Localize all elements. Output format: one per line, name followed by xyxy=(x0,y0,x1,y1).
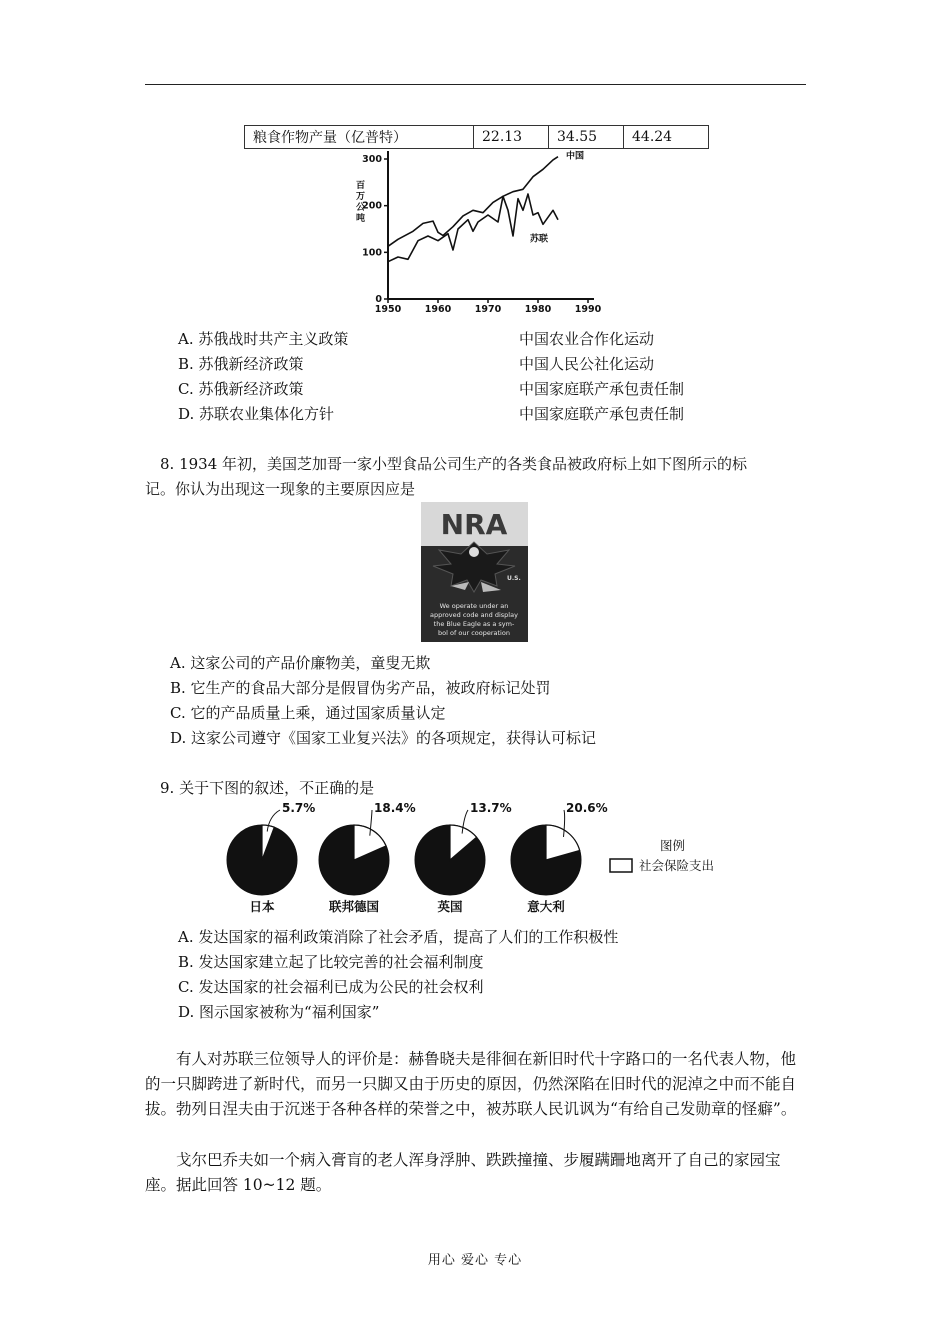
legend-label: 社会保险支出 xyxy=(639,858,715,873)
table-label-cell: 粮食作物产量（亿普特） xyxy=(245,126,474,149)
y-tick-label: 300 xyxy=(362,154,382,165)
series-line-china xyxy=(388,157,558,247)
pie-value-label: 13.7% xyxy=(470,801,512,815)
q9-option-d: D. 图示国家被称为“福利国家” xyxy=(178,1003,380,1021)
q8-option-c: C. 它的产品质量上乘，通过国家质量认定 xyxy=(170,704,446,722)
pie-value-label: 18.4% xyxy=(374,801,416,815)
series-label: 苏联 xyxy=(530,234,549,245)
pie-legend xyxy=(610,838,714,873)
nra-blue-eagle-poster xyxy=(421,502,528,642)
q7-option-c-right: 中国家庭联产承包责任制 xyxy=(519,380,685,398)
q8-option-b: B. 它生产的食品大部分是假冒伪劣产品，被政府标记处罚 xyxy=(170,679,551,697)
q7-option-d xyxy=(178,403,738,424)
pie-country-label: 日本 xyxy=(249,899,275,914)
passage-paragraph-1: 有人对苏联三位领导人的评价是：赫鲁晓夫是徘徊在新旧时代十字路口的一名代表人物，他的一只脚跨进了新时代，而另一只脚又由于历史的原因，仍然深陷在旧时代的泥淖之中而不能自拔。勃列日涅夫由于沉迷于各种各样的荣誉之中，被苏联人民讥讽为“有给自己发勋章的怪癖”。 xyxy=(145,1050,797,1118)
pie-value-label: 20.6% xyxy=(566,801,608,815)
y-axis-label-char: 公 xyxy=(356,203,366,213)
y-axis-label-char: 万 xyxy=(356,192,366,202)
q7-option-a-right: 中国农业合作化运动 xyxy=(519,330,655,348)
y-axis-label xyxy=(356,179,366,224)
poster-caption-line: approved code and display xyxy=(430,611,518,619)
x-tick-label: 1960 xyxy=(424,304,452,315)
table-cell: 22.13 xyxy=(474,126,549,149)
q9-option-b: B. 发达国家建立起了比较完善的社会福利制度 xyxy=(178,953,484,971)
q7-option-b-left: B. 苏俄新经济政策 xyxy=(178,355,304,373)
q7-option-c-left: C. 苏俄新经济政策 xyxy=(178,380,304,398)
pie-chart xyxy=(511,801,608,914)
pie-country-label: 联邦德国 xyxy=(328,899,380,914)
q8-option-d: D. 这家公司遵守《国家工业复兴法》的各项规定，获得认可标记 xyxy=(170,729,597,747)
poster-caption-line: bol of our cooperation xyxy=(438,629,510,637)
q7-option-b xyxy=(178,353,738,374)
q8-option-a: A. 这家公司的产品价廉物美，童叟无欺 xyxy=(170,654,431,672)
poster-caption-line: We operate under an xyxy=(439,602,509,610)
pie-value-label: 5.7% xyxy=(282,801,316,815)
x-tick-label: 1970 xyxy=(474,304,502,315)
q7-option-d-right: 中国家庭联产承包责任制 xyxy=(519,405,685,423)
x-tick-label: 1950 xyxy=(374,304,402,315)
table-cell: 44.24 xyxy=(624,126,709,149)
pie-chart xyxy=(415,801,512,914)
pie-country-label: 意大利 xyxy=(527,899,565,914)
q7-option-c xyxy=(178,378,738,399)
y-axis-label-char: 百 xyxy=(356,181,366,191)
welfare-pie-charts xyxy=(215,798,735,918)
q7-option-a xyxy=(178,328,738,349)
x-tick-label: 1990 xyxy=(574,304,602,315)
page-footer: 用心 爱心 专心 xyxy=(427,1253,523,1268)
q8-stem-line1: 8. 1934 年初，美国芝加哥一家小型食品公司生产的各类食品被政府标上如下图所示的标 xyxy=(160,455,748,473)
y-axis-label-char: 吨 xyxy=(356,214,366,224)
passage-paragraph-2: 戈尔巴乔夫如一个病入膏肓的老人浑身浮肿、跌跌撞撞、步履蹒跚地离开了自己的家园宝座。据此回答 10~12 题。 xyxy=(145,1151,781,1194)
q9-stem: 9. 关于下图的叙述，不正确的是 xyxy=(160,779,375,797)
pie-country-label: 英国 xyxy=(437,899,463,914)
y-tick-label: 0 xyxy=(375,294,382,305)
series-line-ussr xyxy=(388,194,558,262)
q8-stem-line2: 记。你认为出现这一现象的主要原因应是 xyxy=(145,480,416,498)
series-label: 中国 xyxy=(566,151,585,162)
poster-us-text: U.S. xyxy=(507,575,521,582)
pie-chart xyxy=(227,801,315,914)
header-rule xyxy=(145,84,806,85)
y-tick-label: 100 xyxy=(362,247,382,259)
table-row xyxy=(245,126,709,149)
x-tick-label: 1980 xyxy=(524,304,552,315)
q9-option-c: C. 发达国家的社会福利已成为公民的社会权利 xyxy=(178,978,484,996)
y-tick-label: 200 xyxy=(362,200,382,212)
q9-option-a: A. 发达国家的福利政策消除了社会矛盾，提高了人们的工作积极性 xyxy=(178,928,619,946)
q7-option-b-right: 中国人民公社化运动 xyxy=(519,355,655,373)
legend-swatch xyxy=(610,859,632,872)
poster-nra-text: NRA xyxy=(440,508,508,541)
q7-option-a-left: A. 苏俄战时共产主义政策 xyxy=(178,330,349,348)
blue-eagle-icon xyxy=(421,502,528,642)
q7-option-d-left: D. 苏联农业集体化方针 xyxy=(178,405,335,423)
grain-output-table xyxy=(244,125,709,149)
poster-caption-line: the Blue Eagle as a sym- xyxy=(433,620,515,628)
legend-title: 图例 xyxy=(660,838,686,853)
pie-chart xyxy=(319,801,416,914)
table-cell: 34.55 xyxy=(549,126,624,149)
grain-line-chart xyxy=(340,150,620,320)
